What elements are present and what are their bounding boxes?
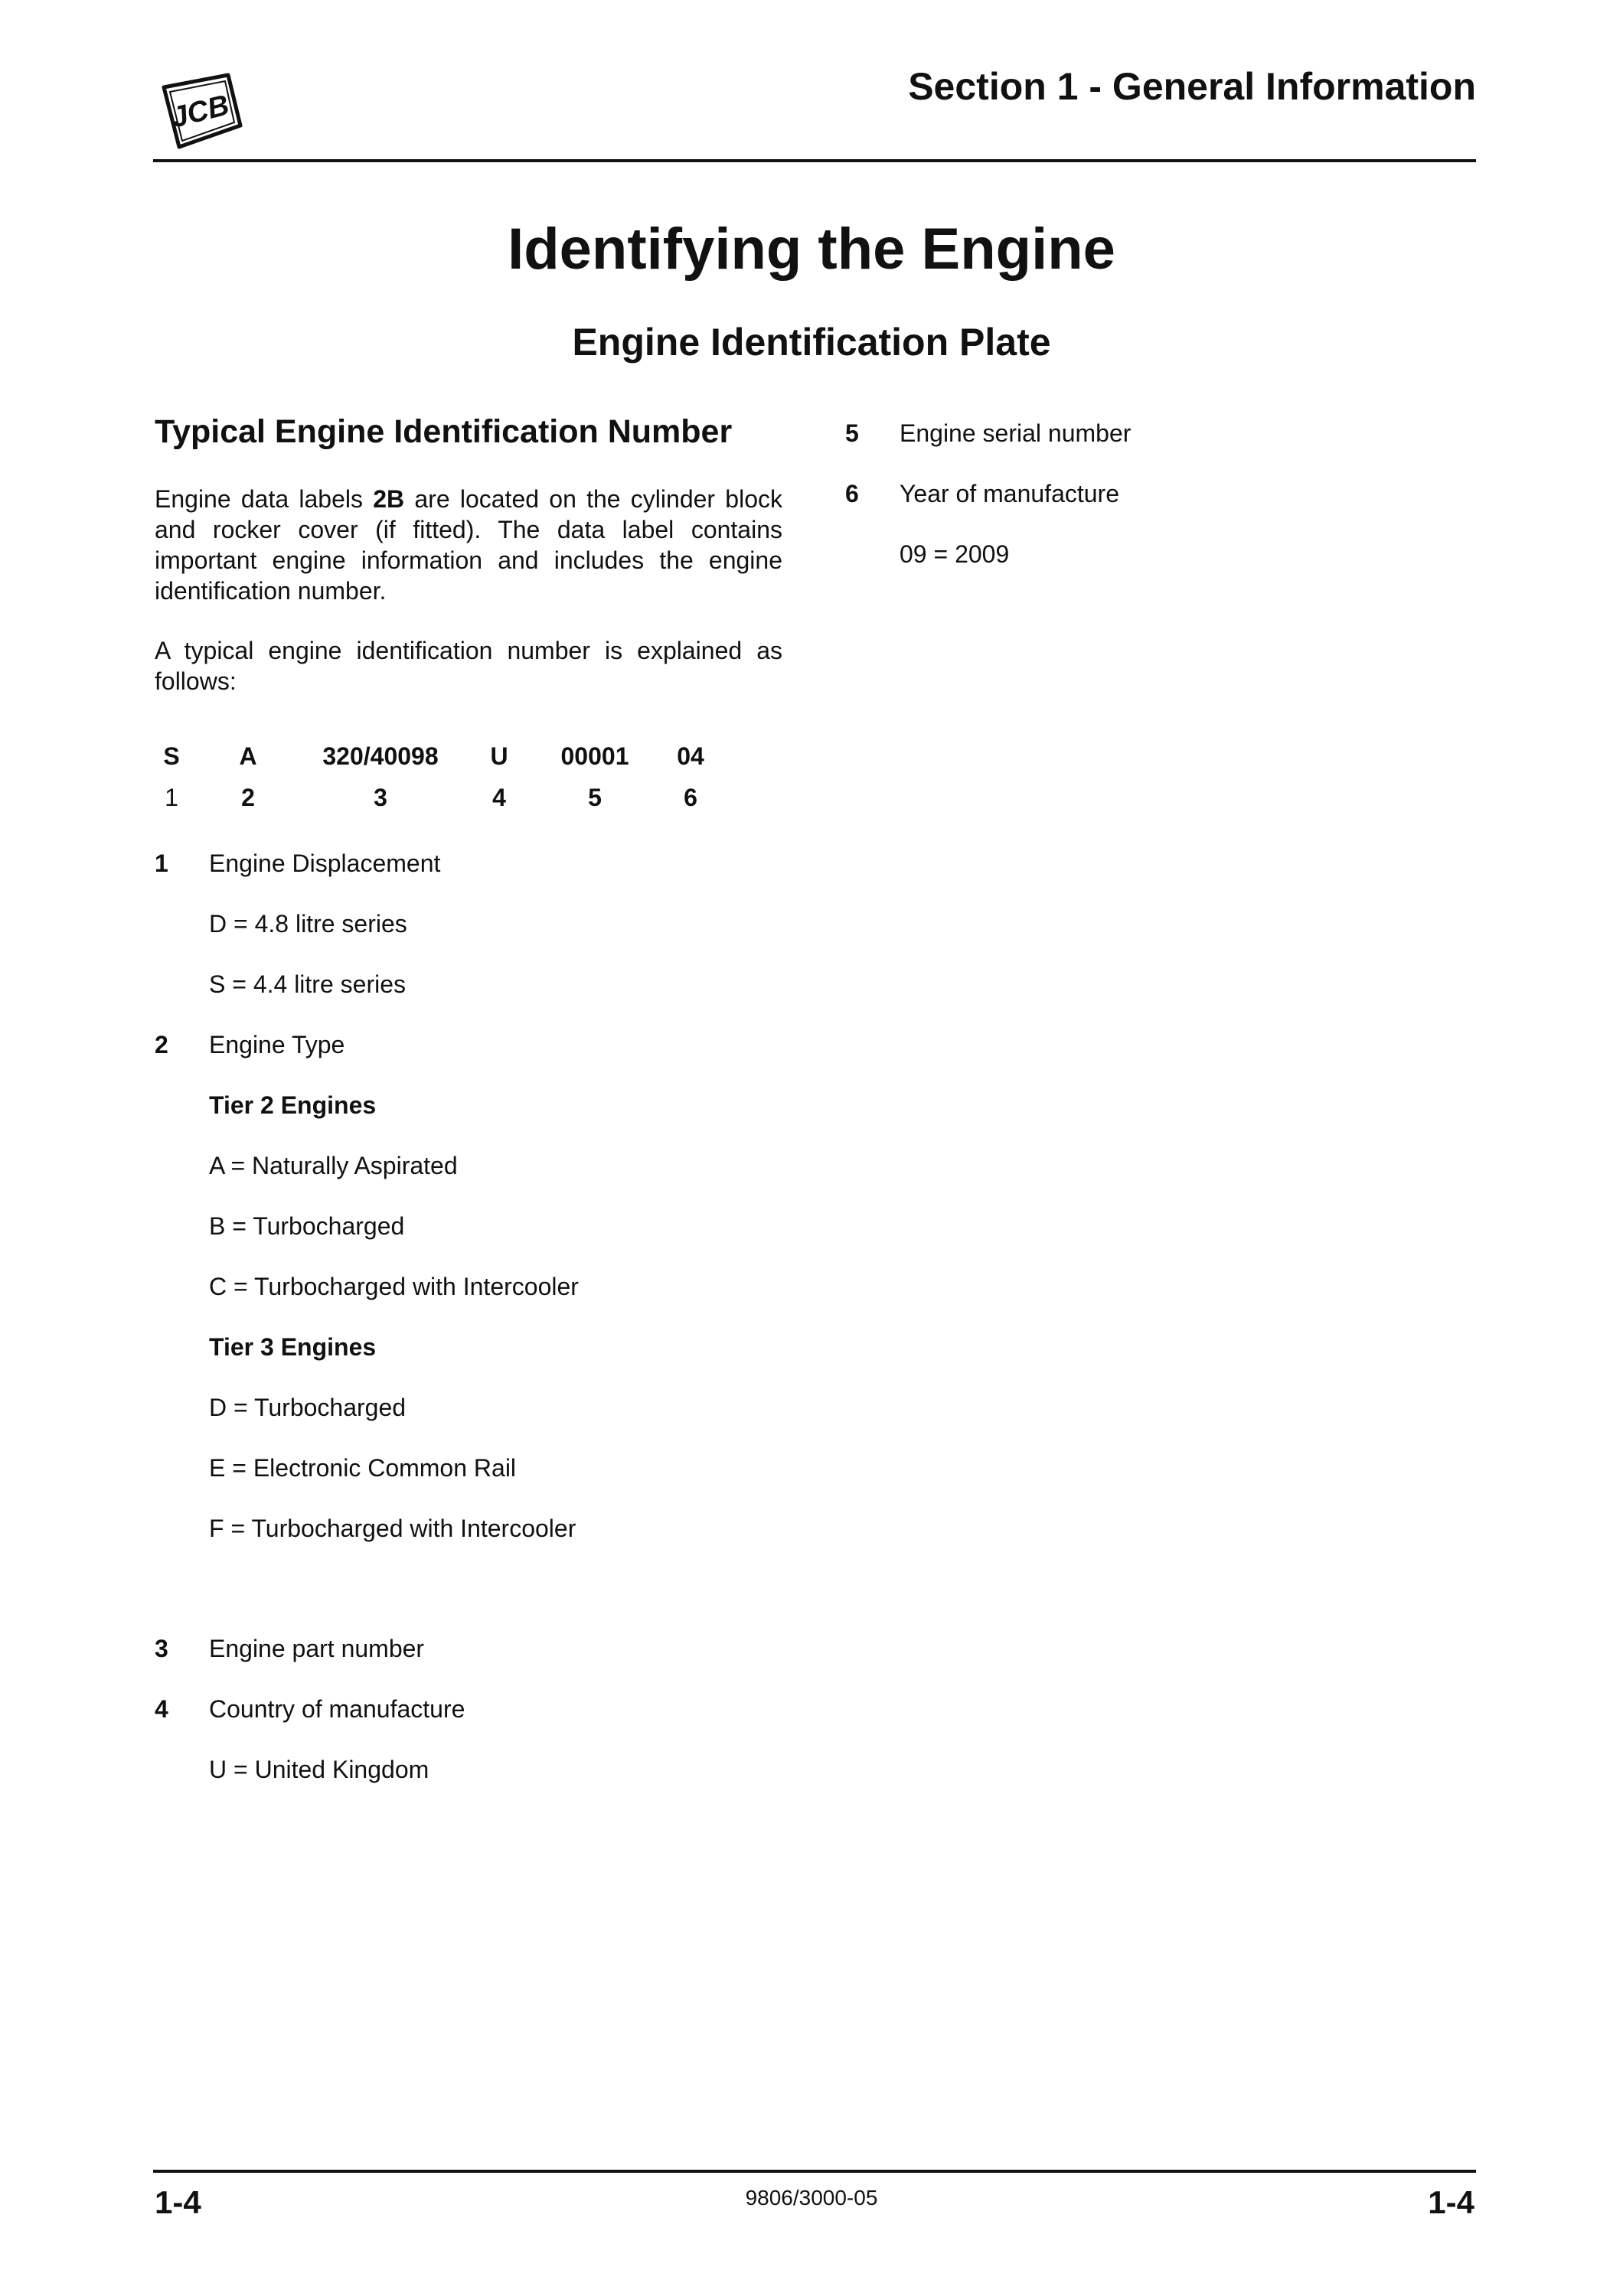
id-code: S <box>163 742 180 770</box>
item-number: 3 <box>155 1635 168 1662</box>
item-detail: 09 = 2009 <box>900 540 1010 568</box>
header-rule <box>153 159 1476 162</box>
footer-rule <box>153 2170 1476 2173</box>
item-number: 2 <box>155 1031 168 1058</box>
id-number: 2 <box>241 784 255 811</box>
page-number-left: 1-4 <box>155 2184 201 2220</box>
item-detail: E = Electronic Common Rail <box>209 1454 517 1482</box>
section-heading: Typical Engine Identification Number <box>155 413 733 450</box>
intro-paragraph <box>155 484 782 606</box>
id-number: 5 <box>588 784 602 811</box>
jcb-logo <box>153 70 243 156</box>
section-title: Section 1 - General Information <box>908 65 1476 108</box>
item-label: Year of manufacture <box>900 480 1119 507</box>
page-number-right: 1-4 <box>1428 2184 1474 2220</box>
item-detail: C = Turbocharged with Intercooler <box>209 1273 579 1300</box>
item-detail: S = 4.4 litre series <box>209 970 406 998</box>
tier-heading: Tier 2 Engines <box>209 1091 377 1119</box>
item-detail: D = 4.8 litre series <box>209 910 407 938</box>
page-title: Identifying the Engine <box>508 217 1115 282</box>
id-number-row <box>155 782 721 813</box>
id-code: U <box>490 742 508 770</box>
intro-paragraph-start: Engine data labels <box>155 485 374 513</box>
page-subtitle: Engine Identification Plate <box>572 321 1051 364</box>
item-detail: A = Naturally Aspirated <box>209 1152 458 1179</box>
id-number: 6 <box>684 784 697 811</box>
item-number: 4 <box>155 1695 168 1723</box>
item-label: Engine Displacement <box>209 850 441 877</box>
item-number: 5 <box>845 419 859 447</box>
item-detail: B = Turbocharged <box>209 1212 405 1240</box>
logo-text: JCB <box>168 89 233 135</box>
item-label: Country of manufacture <box>209 1695 465 1723</box>
id-code: 04 <box>677 742 704 770</box>
id-number: 3 <box>374 784 387 811</box>
id-code: 320/40098 <box>322 742 439 770</box>
item-label: Engine serial number <box>900 419 1132 447</box>
explanation-paragraph: A typical engine identification number is explained as follows: <box>155 637 782 695</box>
intro-paragraph-end: are located on the cylinder block and rocker cover (if fitted). The data label contains important engine information and includes the engine identification number. <box>155 485 783 605</box>
item-number: 1 <box>155 850 168 877</box>
item-detail: U = United Kingdom <box>209 1756 429 1783</box>
id-code: 00001 <box>560 742 629 770</box>
item-detail: D = Turbocharged <box>209 1394 407 1421</box>
item-label: Engine part number <box>209 1635 425 1662</box>
item-detail: F = Turbocharged with Intercooler <box>209 1515 576 1542</box>
item-number: 6 <box>845 480 859 507</box>
tier-heading: Tier 3 Engines <box>209 1333 377 1361</box>
document-code: 9806/3000-05 <box>745 2186 878 2210</box>
id-code-row <box>155 741 721 771</box>
jcb-logo-graphic <box>153 70 243 156</box>
id-number: 1 <box>165 784 178 811</box>
id-code: A <box>239 742 257 770</box>
data-label-ref: 2B <box>373 485 405 513</box>
item-label: Engine Type <box>209 1031 345 1058</box>
id-number: 4 <box>492 784 506 811</box>
